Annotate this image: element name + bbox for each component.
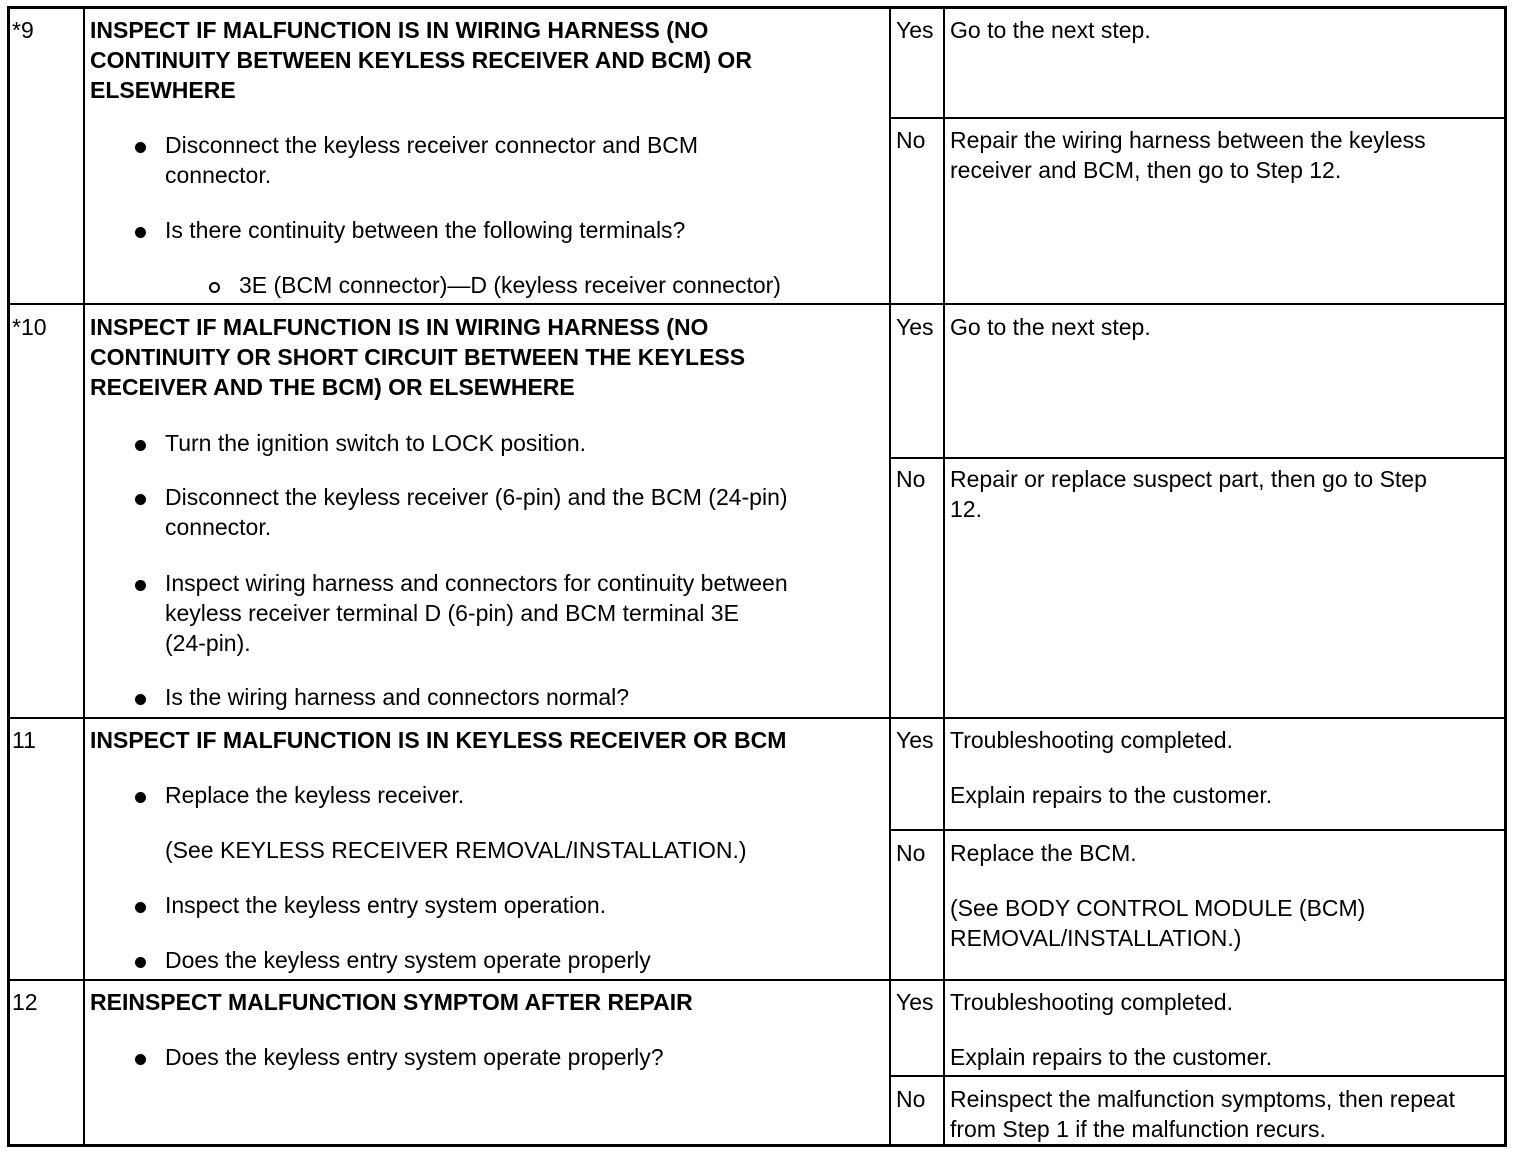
action-text: Does the keyless entry system operate properly? (165, 1044, 664, 1070)
yes-result: Go to the next step. (950, 314, 1151, 340)
column-divider (889, 9, 891, 1144)
step-title: INSPECT IF MALFUNCTION IS IN WIRING HARNESS (NO (90, 314, 709, 340)
step-title: REINSPECT MALFUNCTION SYMPTOM AFTER REPAIR (90, 989, 693, 1015)
step-number: *9 (12, 17, 34, 43)
step-title: INSPECT IF MALFUNCTION IS IN WIRING HARNESS (NO (90, 17, 709, 43)
troubleshooting-table (7, 6, 1507, 1147)
action-text: (24-pin). (165, 630, 251, 656)
bullet-icon (135, 494, 146, 505)
bullet-icon (135, 440, 146, 451)
step-title: ELSEWHERE (90, 77, 236, 103)
action-text: Is the wiring harness and connectors normal? (165, 684, 630, 710)
action-text: Turn the ignition switch to LOCK position. (165, 430, 587, 456)
yes-result: Troubleshooting completed. (950, 727, 1233, 753)
yes-label: Yes (896, 17, 934, 43)
column-divider (83, 9, 85, 1144)
step-number: 11 (12, 727, 36, 753)
step-title: INSPECT IF MALFUNCTION IS IN KEYLESS RECEIVER OR BCM (90, 727, 787, 753)
bullet-icon (135, 902, 146, 913)
bullet-icon (135, 142, 146, 153)
yes-label: Yes (896, 314, 934, 340)
no-result: Repair or replace suspect part, then go to Step (950, 466, 1427, 492)
row-divider (10, 303, 1504, 305)
step-title: CONTINUITY OR SHORT CIRCUIT BETWEEN THE KEYLESS (90, 344, 746, 370)
action-text: keyless receiver terminal D (6-pin) and BCM terminal 3E (165, 600, 739, 626)
yes-result: Explain repairs to the customer. (950, 782, 1273, 808)
yes-no-divider (889, 457, 1504, 459)
action-note: (See KEYLESS RECEIVER REMOVAL/INSTALLATION.) (165, 837, 747, 863)
action-text: Inspect the keyless entry system operation. (165, 892, 607, 918)
yes-no-divider (889, 117, 1504, 119)
row-divider (10, 717, 1504, 719)
step-title: CONTINUITY BETWEEN KEYLESS RECEIVER AND BCM) OR (90, 47, 752, 73)
action-text: connector. (165, 162, 272, 188)
bullet-icon (135, 227, 146, 238)
bullet-icon (135, 792, 146, 803)
no-result: REMOVAL/INSTALLATION.) (950, 925, 1242, 951)
action-text: Is there continuity between the following terminals? (165, 217, 686, 243)
yes-result: Go to the next step. (950, 17, 1151, 43)
action-text: Disconnect the keyless receiver (6-pin) and the BCM (24-pin) (165, 484, 788, 510)
action-text: Inspect wiring harness and connectors for continuity between (165, 570, 788, 596)
action-text: Does the keyless entry system operate properly (165, 947, 651, 973)
column-divider (943, 9, 945, 1144)
yes-result: Explain repairs to the customer. (950, 1044, 1273, 1070)
yes-no-divider (889, 1075, 1504, 1077)
step-title: RECEIVER AND THE BCM) OR ELSEWHERE (90, 374, 575, 400)
no-result: 12. (950, 496, 982, 522)
row-divider (10, 979, 1504, 981)
action-text: Disconnect the keyless receiver connector and BCM (165, 132, 699, 158)
no-label: No (896, 127, 926, 153)
action-text: 3E (BCM connector)—D (keyless receiver connector) (239, 272, 781, 298)
action-text: connector. (165, 514, 272, 540)
yes-no-divider (889, 829, 1504, 831)
no-label: No (896, 466, 926, 492)
no-result: Reinspect the malfunction symptoms, then repeat (950, 1086, 1455, 1112)
bullet-icon (135, 580, 146, 591)
action-text: Replace the keyless receiver. (165, 782, 465, 808)
bullet-icon (135, 1054, 146, 1065)
no-label: No (896, 840, 926, 866)
no-result: (See BODY CONTROL MODULE (BCM) (950, 895, 1366, 921)
yes-label: Yes (896, 989, 934, 1015)
yes-label: Yes (896, 727, 934, 753)
no-result: receiver and BCM, then go to Step 12. (950, 157, 1342, 183)
step-number: *10 (12, 314, 47, 340)
bullet-icon (135, 694, 146, 705)
no-result: Replace the BCM. (950, 840, 1137, 866)
sub-bullet-icon (209, 282, 220, 293)
yes-result: Troubleshooting completed. (950, 989, 1233, 1015)
bullet-icon (135, 957, 146, 968)
step-number: 12 (12, 989, 38, 1015)
no-result: Repair the wiring harness between the keyless (950, 127, 1426, 153)
no-result: from Step 1 if the malfunction recurs. (950, 1116, 1326, 1142)
no-label: No (896, 1086, 926, 1112)
